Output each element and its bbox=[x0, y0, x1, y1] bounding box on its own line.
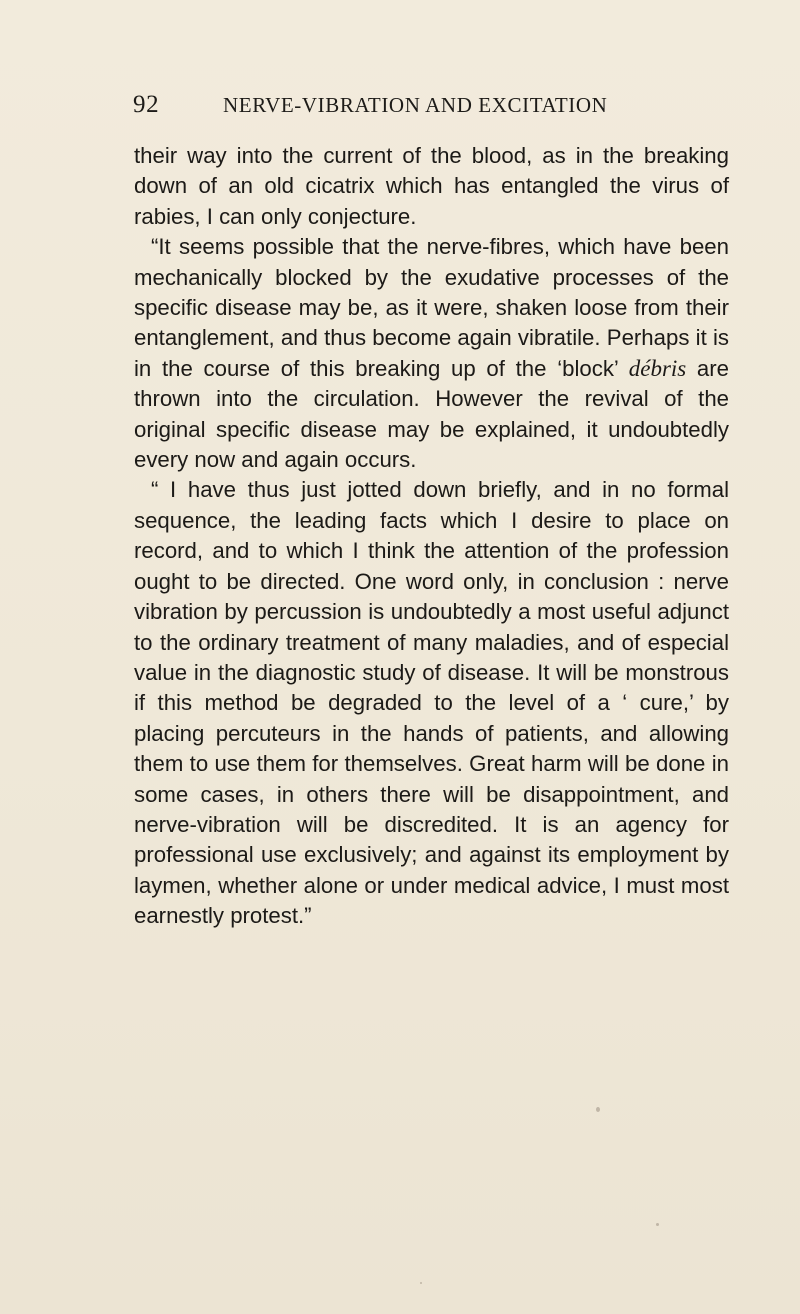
paragraph-2 bbox=[134, 232, 729, 475]
paragraph-2-text-a: “It seems possible that the nerve-fibres, which have been mechanically blocked by the exudative processes of the specific disease may be, as it were, shaken loose from their entanglement, and thus become again vibratile. Perhaps it is in the course of this breaking up of the ‘block’ bbox=[134, 234, 729, 381]
paper-speck bbox=[420, 1282, 422, 1284]
paper-speck bbox=[656, 1223, 659, 1226]
page-number: 92 bbox=[133, 91, 160, 118]
running-title: NERVE-VIBRATION AND EXCITATION bbox=[223, 93, 608, 117]
paragraph-2-text-b: are thrown into the circulation. However the revival of the original specific disease may be explained, it undoubtedly every now and again occurs. bbox=[134, 355, 730, 473]
paragraph-1: their way into the current of the blood, as in the breaking down of an old cicatrix which has entangled the virus of rabies, I can only conjecture. bbox=[134, 143, 729, 229]
paragraph-3: “ I have thus just jotted down briefly, and in no formal sequence, the leading facts which I desire to place on record, and to which I think the attention of the profession ought to be directed. One word only, in conclusion : nerve vibration by percussion is undoubtedly a most useful adjunct to the ordinary treatment of many maladies, and of especial value in the diagnostic study of disease. It will be monstrous if this method be degraded to the level of a ‘ cure,’ by placing percuteurs in the hands of patients, and allowing them to use them for themselves. Great harm will be done in some cases, in others there will be disappointment, and nerve-vibration will be discredited. It is an agency for professional use exclusively; and against its employment by laymen, whether alone or under medical advice, I must most earnestly protest.” bbox=[134, 477, 729, 929]
page-header bbox=[133, 91, 733, 123]
body-text bbox=[134, 141, 729, 932]
paper-speck bbox=[596, 1107, 600, 1112]
italic-debris-word: débris bbox=[628, 355, 687, 381]
